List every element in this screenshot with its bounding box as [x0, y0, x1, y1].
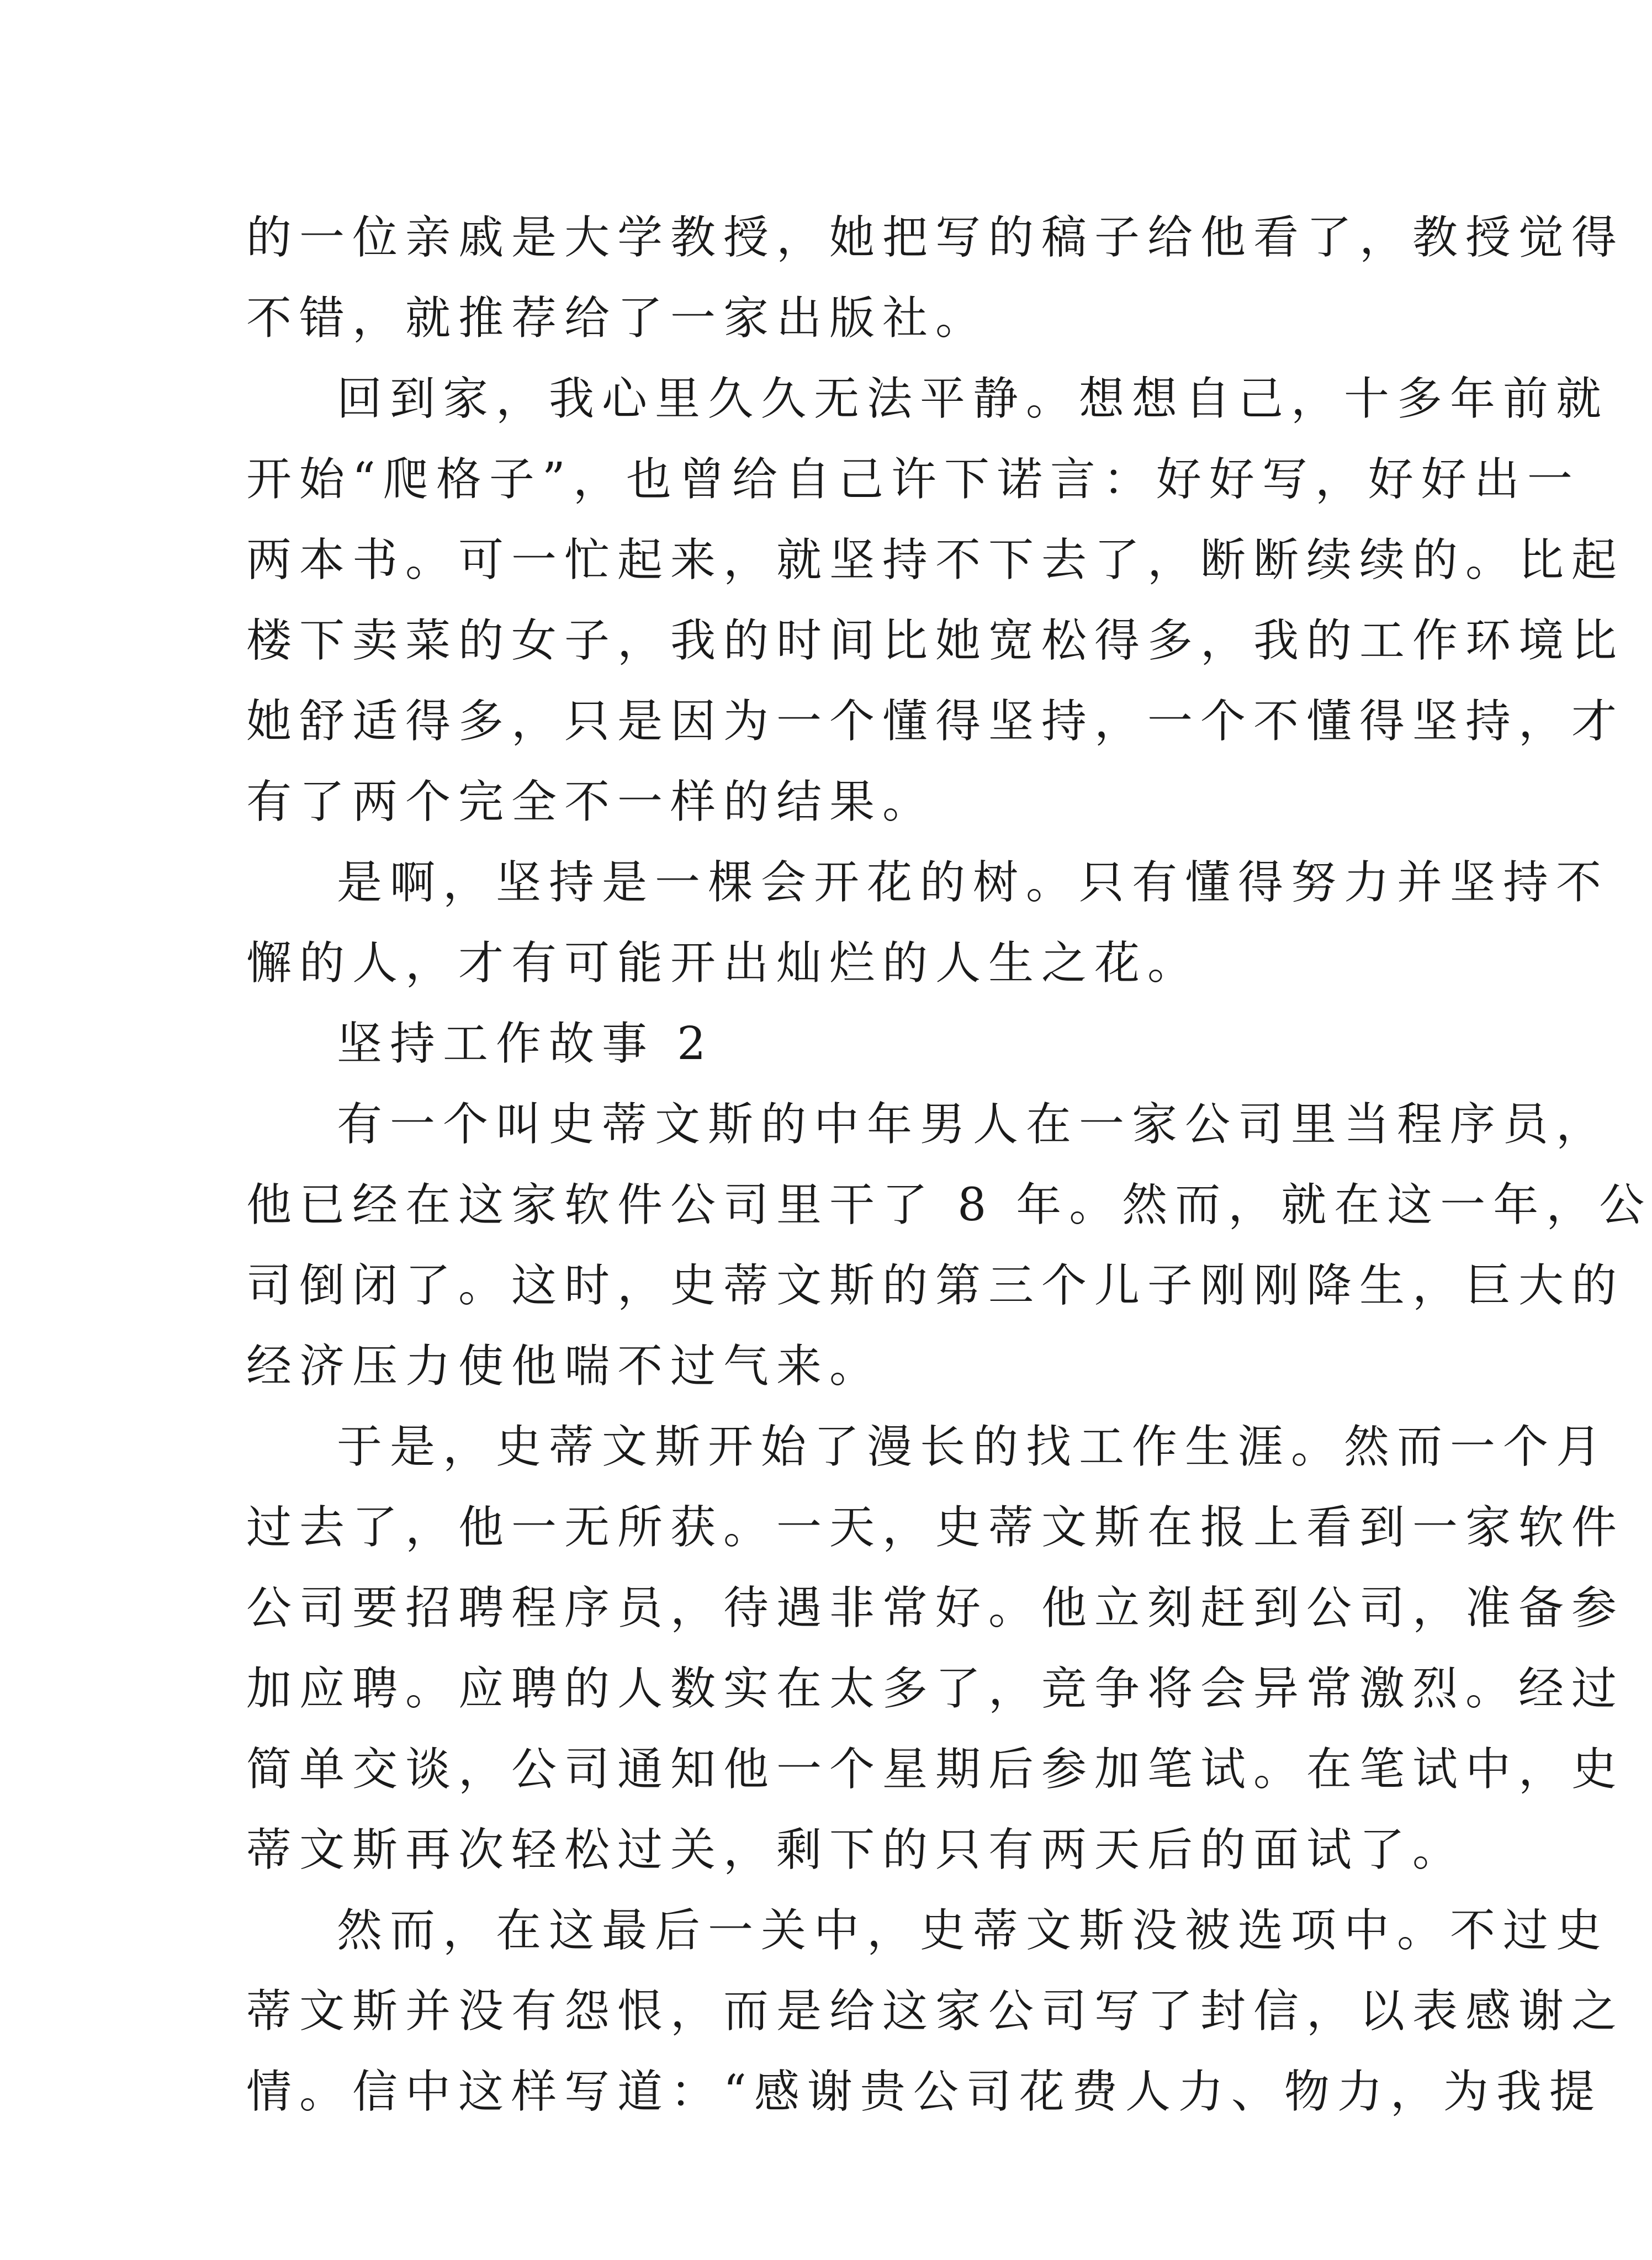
text-line: 的一位亲戚是大学教授，她把写的稿子给他看了，教授觉得 [246, 211, 1625, 264]
text-line: 是啊，坚持是一棵会开花的树。只有懂得努力并坚持不 [337, 856, 1609, 909]
text-line: 于是，史蒂文斯开始了漫长的找工作生涯。然而一个月 [337, 1421, 1609, 1473]
text-line: 简单交谈，公司通知他一个星期后参加笔试。在笔试中，史 [246, 1743, 1625, 1796]
text-line: 他已经在这家软件公司里干了 8 年。然而，就在这一年，公 [246, 1179, 1652, 1231]
text-line: 楼下卖菜的女子，我的时间比她宽松得多，我的工作环境比 [246, 615, 1625, 667]
text-line: 情。信中这样写道：“感谢贵公司花费人力、物力，为我提 [246, 2066, 1602, 2118]
text-line: 有了两个完全不一样的结果。 [246, 776, 936, 828]
section-heading: 坚持工作故事 2 [337, 1018, 714, 1070]
text-line: 回到家，我心里久久无法平静。想想自己，十多年前就 [337, 373, 1609, 425]
text-line: 公司要招聘程序员，待遇非常好。他立刻赶到公司，准备参 [246, 1582, 1625, 1634]
document-body [246, 198, 1652, 2132]
text-line: 两本书。可一忙起来，就坚持不下去了，断断续续的。比起 [246, 534, 1625, 586]
text-line: 开始“爬格子”，也曾给自己许下诺言：好好写，好好出一 [246, 453, 1580, 506]
text-line: 加应聘。应聘的人数实在太多了，竞争将会异常激烈。经过 [246, 1663, 1625, 1715]
text-line: 经济压力使他喘不过气来。 [246, 1340, 883, 1393]
text-line: 司倒闭了。这时，史蒂文斯的第三个儿子刚刚降生，巨大的 [246, 1259, 1625, 1312]
text-line: 不错，就推荐给了一家出版社。 [246, 292, 989, 345]
text-line: 蒂文斯并没有怨恨，而是给这家公司写了封信，以表感谢之 [246, 1985, 1625, 2037]
text-line: 她舒适得多，只是因为一个懂得坚持，一个不懂得坚持，才 [246, 695, 1625, 748]
text-line: 懈的人，才有可能开出灿烂的人生之花。 [246, 937, 1201, 989]
text-line: 然而，在这最后一关中，史蒂文斯没被选项中。不过史 [337, 1904, 1609, 1957]
text-line: 蒂文斯再次轻松过关，剩下的只有两天后的面试了。 [246, 1824, 1466, 1876]
text-line: 过去了，他一无所获。一天，史蒂文斯在报上看到一家软件 [246, 1501, 1625, 1554]
text-line: 有一个叫史蒂文斯的中年男人在一家公司里当程序员， [337, 1098, 1609, 1151]
